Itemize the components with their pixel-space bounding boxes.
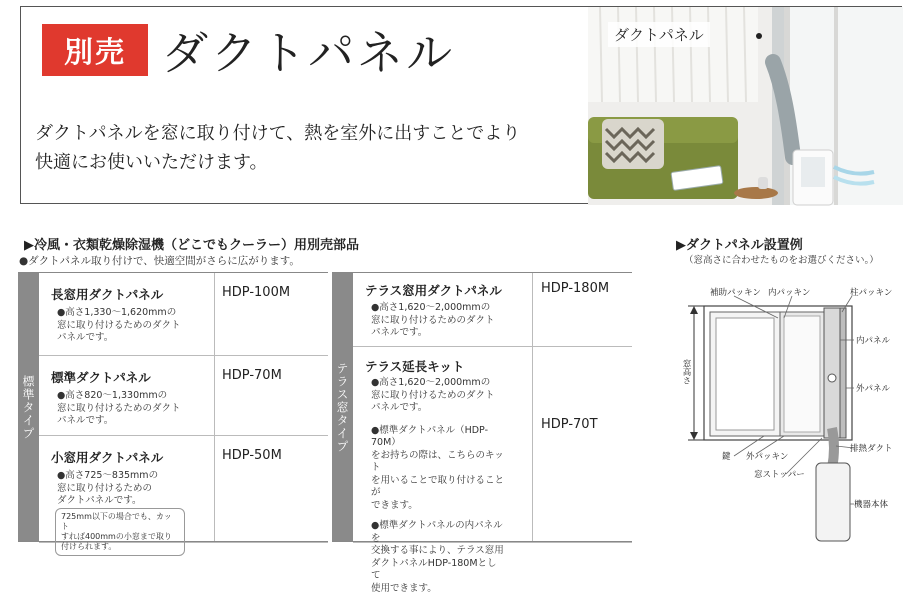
product-model: HDP-50M <box>222 448 282 463</box>
desc-line: 窓に取り付けるためのダクト <box>57 403 192 416</box>
label-soto-panel: 外パネル <box>856 382 890 394</box>
label-hojo-packing: 補助パッキン <box>710 286 761 298</box>
product-row-hdp100m <box>39 273 328 356</box>
product-desc <box>371 377 506 595</box>
label-haisetsu-duct: 排熱ダクト <box>850 442 893 454</box>
column-divider <box>214 273 215 541</box>
product-row-hdp50m <box>39 436 328 543</box>
product-name: テラス延長キット <box>365 357 464 375</box>
desc-line: をお持ちの際は、こちらのキット <box>371 450 506 475</box>
parts-section-title: ▶冷風・衣類乾燥除湿機（どこでもクーラー）用別売部品 <box>24 234 359 253</box>
product-model: HDP-100M <box>222 285 290 300</box>
desc-line: 窓に取り付けるためのダクト <box>371 390 506 403</box>
column-divider <box>532 273 533 541</box>
product-name: 小窓用ダクトパネル <box>51 448 163 466</box>
product-name: テラス窓用ダクトパネル <box>365 281 502 299</box>
product-desc <box>371 302 506 340</box>
desc-line: パネルです。 <box>371 327 506 340</box>
separately-sold-badge: 別売 <box>42 24 148 76</box>
note-line: すれば400mmの小窓まで取り <box>61 532 179 542</box>
hero-title: ダクトパネル <box>162 17 455 83</box>
product-model: HDP-70T <box>541 417 598 432</box>
label-window-stopper: 窓ストッパー <box>754 468 805 480</box>
product-name: 長窓用ダクトパネル <box>51 285 163 303</box>
standard-type-table <box>18 272 328 542</box>
desc-line: ●高さ1,330〜1,620mmの <box>57 307 192 320</box>
cut-note-box <box>55 508 185 556</box>
desc-line: できます。 <box>371 500 506 513</box>
photo-callout-label: ダクトパネル <box>608 22 710 47</box>
label-uchi-packing: 内パッキン <box>768 286 810 298</box>
desc-line: 使用できます。 <box>371 583 506 595</box>
hero-desc-line1: ダクトパネルを窓に取り付けて、熱を室外に出すことでより <box>35 119 595 148</box>
note-line: 725mm以下の場合でも、カット <box>61 512 179 532</box>
product-desc <box>57 470 192 508</box>
desc-line: ●高さ820〜1,330mmの <box>57 390 192 403</box>
product-row-hdp180m <box>353 273 632 347</box>
installation-diagram <box>674 278 904 546</box>
product-row-hdp70m <box>39 356 328 436</box>
desc-line: 窓に取り付けるためのダクト <box>57 320 192 333</box>
desc-line: ●高さ1,620〜2,000mmの <box>371 377 506 390</box>
photo-callout-dot <box>756 33 762 39</box>
label-unit-body: 機器本体 <box>854 498 888 510</box>
desc-line: パネルです。 <box>57 332 192 345</box>
label-kagi: 鍵 <box>722 450 731 462</box>
product-desc <box>57 390 192 428</box>
desc-line: 窓に取り付けるためのダクト <box>371 315 506 328</box>
product-desc <box>57 307 192 345</box>
desc-line: ダクトパネルHDP-180Mとして <box>371 558 506 583</box>
desc-line: パネルです。 <box>57 415 192 428</box>
label-soto-packing: 外パッキン <box>746 450 788 462</box>
install-section-title: ▶ダクトパネル設置例 <box>676 234 803 253</box>
label-uchi-panel: 内パネル <box>856 334 890 346</box>
desc-line: ●標準ダクトパネルの内パネルを <box>371 520 506 545</box>
label-hashira-packing: 柱パッキン <box>850 286 892 298</box>
hero-banner <box>20 6 902 204</box>
desc-line: 窓に取り付けるための <box>57 483 192 496</box>
desc-line: ●標準ダクトパネル（HDP-70M） <box>371 425 506 450</box>
desc-line: ダクトパネルです。 <box>57 495 192 508</box>
install-section-subtitle: （窓高さに合わせたものをお選びください。） <box>684 252 879 266</box>
desc-line: ●高さ725〜835mmの <box>57 470 192 483</box>
note-line: 付けられます。 <box>61 542 179 552</box>
product-row-hdp70t <box>353 347 632 543</box>
label-window-height: 窓高さ <box>680 358 692 386</box>
desc-line: パネルです。 <box>371 402 506 415</box>
hero-description <box>35 119 595 177</box>
desc-line: ●高さ1,620〜2,000mmの <box>371 302 506 315</box>
terrace-type-table <box>332 272 632 542</box>
product-name: 標準ダクトパネル <box>51 368 151 386</box>
hero-desc-line2: 快適にお使いいただけます。 <box>35 148 595 177</box>
terrace-type-tab: テラス窓タイプ <box>332 273 353 541</box>
standard-type-tab: 標準タイプ <box>18 273 39 541</box>
desc-line: 交換する事により、テラス窓用 <box>371 545 506 558</box>
desc-line: を用いることで取り付けることが <box>371 475 506 500</box>
product-model: HDP-180M <box>541 281 609 296</box>
product-model: HDP-70M <box>222 368 282 383</box>
parts-section-subtitle: ●ダクトパネル取り付けで、快適空間がさらに広がります。 <box>19 253 300 268</box>
